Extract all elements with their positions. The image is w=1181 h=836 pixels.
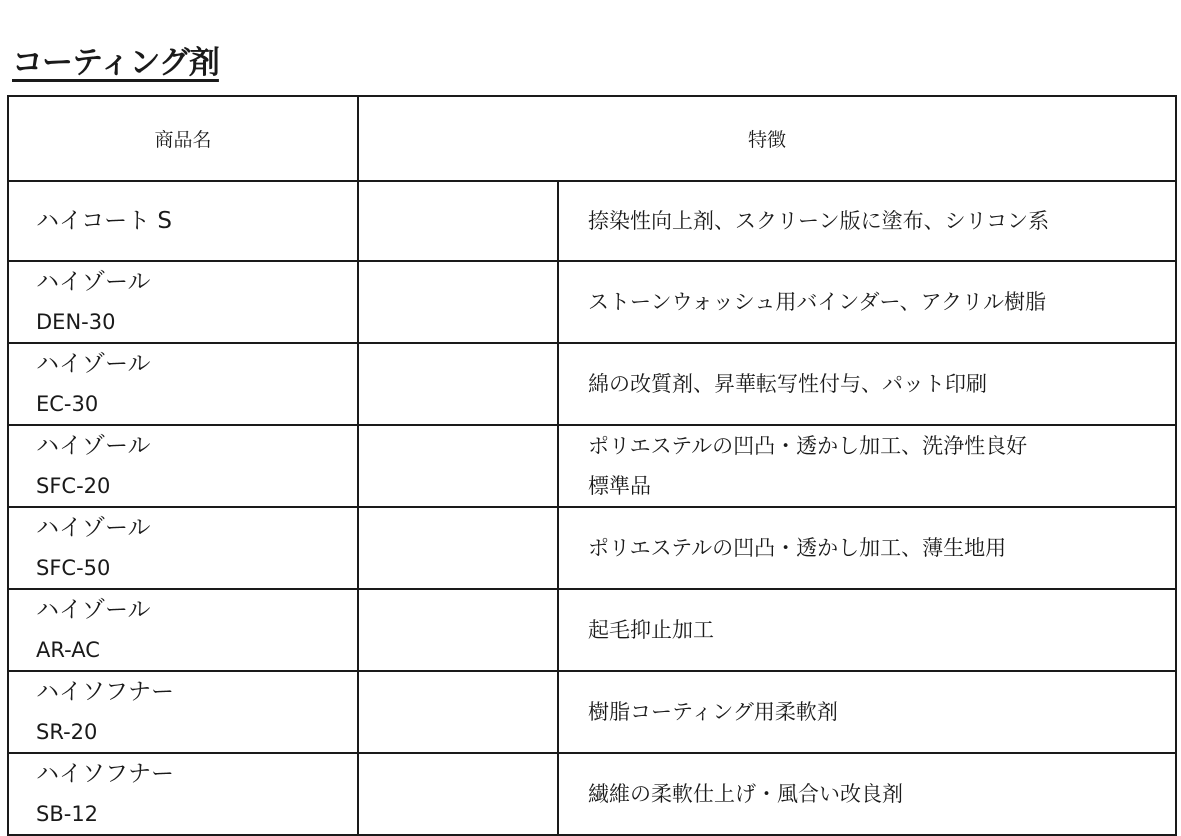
table-body <box>8 181 1176 835</box>
header-feature: 特徴 <box>358 96 1176 181</box>
product-name-cell <box>8 425 358 507</box>
product-code: EC-30 <box>36 392 99 416</box>
table-row <box>8 261 1176 343</box>
product-name-cell <box>8 343 358 425</box>
product-code: SB-12 <box>36 802 99 826</box>
table-header-row <box>8 96 1176 181</box>
blank-cell <box>358 589 558 671</box>
product-name-cell <box>8 671 358 753</box>
product-name: ハイゾール <box>36 269 151 295</box>
product-code: DEN-30 <box>36 310 116 334</box>
product-name: ハイゾール <box>36 433 151 459</box>
product-name: ハイコート S <box>36 208 172 234</box>
table-row <box>8 343 1176 425</box>
feature-cell <box>558 589 1176 671</box>
feature-text: ストーンウォッシュ用バインダー、アクリル樹脂 <box>588 290 1047 314</box>
product-name-cell <box>8 181 358 261</box>
feature-cell <box>558 507 1176 589</box>
table-row <box>8 753 1176 835</box>
blank-cell <box>358 343 558 425</box>
feature-cell <box>558 261 1176 343</box>
feature-cell <box>558 753 1176 835</box>
product-code: SFC-50 <box>36 556 111 580</box>
feature-cell <box>558 181 1176 261</box>
product-name: ハイゾール <box>36 597 151 623</box>
product-name-cell <box>8 261 358 343</box>
product-name: ハイゾール <box>36 351 151 377</box>
blank-cell <box>358 261 558 343</box>
feature-text: 繊維の柔軟仕上げ・風合い改良剤 <box>588 782 903 806</box>
feature-cell <box>558 425 1176 507</box>
blank-cell <box>358 507 558 589</box>
table-row <box>8 425 1176 507</box>
feature-cell <box>558 343 1176 425</box>
table-row <box>8 181 1176 261</box>
table-row <box>8 671 1176 753</box>
blank-cell <box>358 425 558 507</box>
header-product-name: 商品名 <box>8 96 358 181</box>
product-code: SFC-20 <box>36 474 111 498</box>
product-name: ハイソフナー <box>36 679 174 705</box>
feature-text: ポリエステルの凹凸・透かし加工、薄生地用 <box>588 536 1007 560</box>
feature-text: 起毛抑止加工 <box>588 618 714 642</box>
feature-text: 標準品 <box>588 474 651 498</box>
feature-cell <box>558 671 1176 753</box>
product-name-cell <box>8 507 358 589</box>
product-name: ハイゾール <box>36 515 151 541</box>
blank-cell <box>358 671 558 753</box>
table-row <box>8 589 1176 671</box>
product-name: ハイソフナー <box>36 761 174 787</box>
page-title: コーティング剤 <box>12 44 219 81</box>
product-name-cell <box>8 589 358 671</box>
product-table <box>7 95 1177 836</box>
blank-cell <box>358 181 558 261</box>
product-code: SR-20 <box>36 720 98 744</box>
feature-text: 綿の改質剤、昇華転写性付与、パット印刷 <box>588 372 987 396</box>
feature-text: 捺染性向上剤、スクリーン版に塗布、シリコン系 <box>588 209 1050 233</box>
table-row <box>8 507 1176 589</box>
product-name-cell <box>8 753 358 835</box>
product-code: AR-AC <box>36 638 100 662</box>
blank-cell <box>358 753 558 835</box>
feature-text: 樹脂コーティング用柔軟剤 <box>588 700 838 724</box>
feature-text: ポリエステルの凹凸・透かし加工、洗浄性良好 <box>588 434 1028 458</box>
